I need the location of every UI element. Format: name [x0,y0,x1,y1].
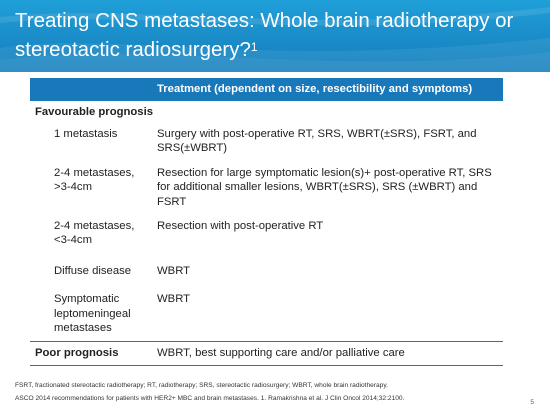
treatment-cell: Resection with post-operative RT [157,219,324,232]
table-row [30,254,503,284]
condition-cell: Diffuse disease [54,264,132,277]
title-reference: 1 [250,40,258,54]
favourable-prognosis-heading: Favourable prognosis [30,100,503,123]
table-row [30,123,503,162]
table-row [30,215,503,254]
favourable-prognosis-row [30,100,503,123]
treatment-cell: Surgery with post-operative RT, SRS, WBRT(±SRS), FSRT, and SRS(±WBRT) [157,127,477,155]
treatment-cell: WBRT [157,264,191,277]
page-title [15,6,540,64]
table-row [30,284,503,342]
source-footnote: ASCO 2014 recommendations for patients with HER2+ MBC and brain metastases. 1. Ramakrishna et al. J Clin Oncol 2014;32:2100. [15,395,405,402]
header-condition-cell [30,78,157,100]
condition-cell: 1 metastasis [54,127,118,140]
treatment-cell: WBRT [157,293,191,306]
page-number: 5 [530,399,534,406]
abbreviations-footnote: FSRT, fractionated stereotactic radiotherapy; RT, radiotherapy; SRS, stereotactic radiosurgery; WBRT, whole brain radiotherapy. [15,382,388,389]
poor-prognosis-heading: Poor prognosis [30,342,157,365]
table-row [30,162,503,215]
condition-cell: Symptomatic leptomeningeal metastases [54,293,131,334]
treatment-table [30,78,503,366]
treatment-cell: Resection for large symptomatic lesion(s)+ post-operative RT, SRS for additional smaller lesions, WBRT(±SRS), SRS (±WBRT) and FSRT [157,166,492,208]
table-header-row [30,78,503,100]
treatment-cell: WBRT, best supporting care and/or palliative care [157,342,503,365]
condition-cell: 2-4 metastases, <3-4cm [54,219,135,247]
title-banner [0,0,550,72]
condition-cell: 2-4 metastases, >3-4cm [54,166,135,194]
poor-prognosis-row [30,342,503,365]
header-treatment-cell: Treatment (dependent on size, resectibility and symptoms) [157,78,503,100]
title-text: Treating CNS metastases: Whole brain radiotherapy or stereotactic radiosurgery? [15,9,514,61]
